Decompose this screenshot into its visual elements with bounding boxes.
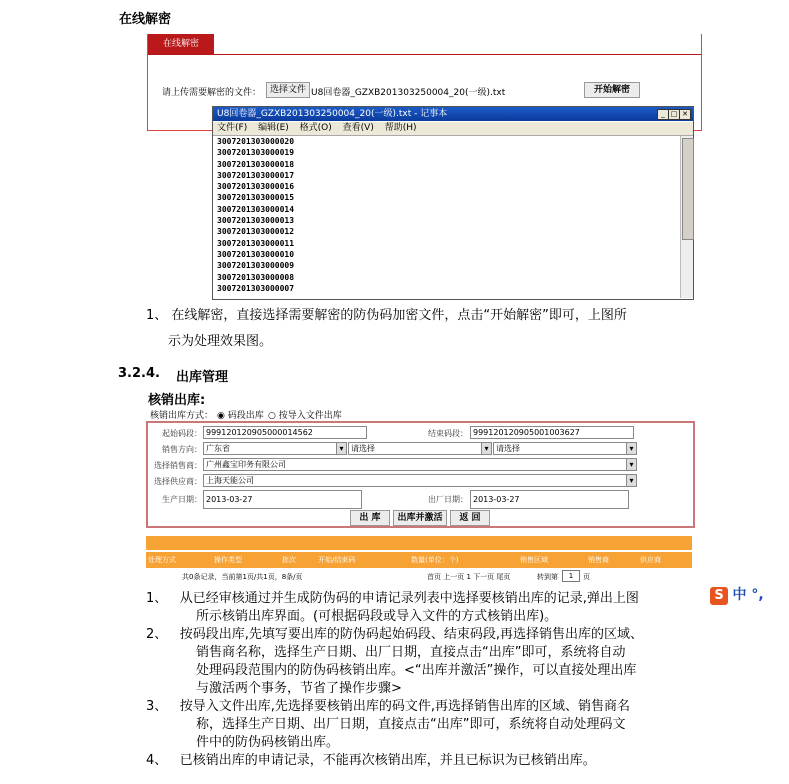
radio-segment-option[interactable]: ◉ 码段出库 bbox=[217, 411, 264, 421]
text-line: 3007201303000017 bbox=[217, 170, 295, 180]
note-item bbox=[146, 698, 691, 716]
note-text-cont: 件中的防伪码核销出库。 bbox=[196, 735, 340, 750]
sales-direction-label: 销售方向： bbox=[162, 445, 202, 454]
scroll-thumb[interactable] bbox=[682, 138, 694, 240]
notepad-window bbox=[212, 106, 694, 300]
outbound-activate-button[interactable]: 出库并激活 bbox=[393, 510, 447, 526]
maximize-icon[interactable]: □ bbox=[668, 109, 680, 120]
note-text-cont: 销售商名称，选择生产日期、出厂日期，直接点击“出库”即可，系统将自动 bbox=[196, 645, 626, 660]
notepad-text-area[interactable] bbox=[214, 136, 682, 297]
pager-summary: 共0条记录，当前第1页/共1页，8条/页 bbox=[182, 573, 303, 581]
vertical-scrollbar[interactable] bbox=[680, 136, 693, 298]
sogou-icon[interactable]: S bbox=[710, 587, 728, 605]
text-line: 3007201303000019 bbox=[217, 148, 295, 158]
factory-date-label: 出厂日期： bbox=[428, 495, 468, 504]
pager-links[interactable]: 首页 上一页 1 下一页 尾页 bbox=[427, 573, 511, 581]
upload-label: 请上传需要解密的文件： bbox=[162, 88, 262, 98]
ime-status[interactable]: 中 °, bbox=[732, 587, 764, 603]
note-text: 从已经审核通过并生成防伪码的申请记录列表中选择要核销出库的记录,弹出上图 bbox=[179, 591, 639, 606]
text-line: 3007201303000009 bbox=[217, 261, 295, 271]
text-line: 3007201303000013 bbox=[217, 216, 295, 226]
text-line: 3007201303000007 bbox=[217, 283, 295, 293]
text-line: 3007201303000008 bbox=[217, 272, 295, 282]
menu-file[interactable]: 文件(F) bbox=[217, 123, 248, 133]
production-date-label: 生产日期： bbox=[162, 495, 202, 504]
section-title-online: 在线解密 bbox=[119, 12, 172, 27]
notepad-titlebar bbox=[213, 107, 693, 121]
supplier-label: 选择供应商： bbox=[154, 477, 202, 486]
close-icon[interactable]: ✕ bbox=[679, 109, 691, 120]
col-process[interactable]: 处理方式 bbox=[148, 556, 176, 564]
grid-header bbox=[146, 552, 692, 568]
text-line: 3007201303000010 bbox=[217, 249, 295, 259]
jump-page-select[interactable]: 1 bbox=[562, 570, 580, 582]
note-text: 按码段出库,先填写要出库的防伪码起始码段、结束码段,再选择销售出库的区域、 bbox=[179, 627, 643, 642]
note-item bbox=[146, 752, 691, 770]
text-line: 3007201303000018 bbox=[217, 159, 295, 169]
tab-underline bbox=[148, 54, 701, 55]
grid-toolbar bbox=[146, 536, 692, 550]
production-date-input[interactable]: 2013-03-27 bbox=[203, 490, 362, 509]
subtitle-writeoff: 核销出库: bbox=[148, 393, 206, 408]
note-text-cont: 与激活两个事务，节省了操作步骤> bbox=[196, 681, 402, 696]
dealer-label: 选择销售商： bbox=[154, 461, 202, 470]
end-code-input[interactable]: 999120120905001003627 bbox=[470, 426, 634, 439]
outbound-button[interactable]: 出 库 bbox=[350, 510, 390, 526]
choose-file-button[interactable]: 选择文件 bbox=[266, 82, 310, 98]
start-code-input[interactable]: 99912012090500001456​2 bbox=[203, 426, 367, 439]
province-select[interactable]: 广东省 ▾ bbox=[203, 442, 347, 455]
note-item bbox=[146, 590, 691, 608]
text-line: 3007201303000016 bbox=[217, 182, 295, 192]
note-text-cont: 所示核销出库界面。(可根据码段或导入文件的方式核销出库)。 bbox=[196, 609, 558, 624]
jump-label: 转到第 bbox=[537, 573, 558, 581]
note-item bbox=[146, 626, 691, 644]
note-online-line1: 1、 在线解密，直接选择需要解密的防伪码加密文件，点击“开始解密”即可，上图所 bbox=[146, 308, 627, 323]
col-dealer[interactable]: 销售商 bbox=[588, 556, 609, 564]
section-number: 3.2.4. bbox=[118, 366, 160, 381]
menu-help[interactable]: 帮助(H) bbox=[384, 123, 417, 133]
text-line: 3007201303000012 bbox=[217, 227, 295, 237]
note-text-cont: 处理码段范围内的防伪码核销出库。<“出库并激活”操作，可以直接处理出库 bbox=[196, 663, 637, 678]
note-text-cont: 称，选择生产日期、出厂日期，直接点击“出库”即可，系统将自动处理码文 bbox=[196, 717, 626, 732]
radio-file-option[interactable]: ○ 按导入文件出库 bbox=[268, 411, 342, 421]
text-line: 3007201303000011 bbox=[217, 238, 295, 248]
city-select[interactable]: 请选择 ▾ bbox=[348, 442, 492, 455]
note-text: 已核销出库的申请记录，不能再次核销出库，并且已标识为已核销出库。 bbox=[179, 753, 596, 768]
radio-file-label: 按导入文件出库 bbox=[278, 411, 342, 421]
col-quantity[interactable]: 数量(单位：个) bbox=[411, 556, 459, 564]
text-line: 3007201303000015 bbox=[217, 193, 295, 203]
text-line: 3007201303000014 bbox=[217, 204, 295, 214]
file-name: U8回卷器_GZXB201303250004_20(一级).txt bbox=[311, 88, 506, 98]
start-decrypt-button[interactable]: 开始解密 bbox=[584, 82, 640, 98]
tab-online-decrypt[interactable]: 在线解密 bbox=[148, 34, 214, 54]
mode-label: 核销出库方式： bbox=[150, 411, 214, 421]
dealer-select[interactable]: 广州鑫宝印务有限公司 ▾ bbox=[203, 458, 637, 471]
note-number: 4、 bbox=[146, 753, 168, 768]
col-supplier[interactable]: 供应商 bbox=[640, 556, 661, 564]
notepad-title: U8回卷器_GZXB201303250004_20(一级).txt - 记事本 bbox=[217, 109, 448, 119]
col-batch[interactable]: 批次 bbox=[282, 556, 296, 564]
menu-format[interactable]: 格式(O) bbox=[299, 123, 332, 133]
section-title-outbound: 出库管理 bbox=[176, 370, 229, 385]
menu-edit[interactable]: 编辑(E) bbox=[258, 123, 289, 133]
factory-date-input[interactable]: 2013-03-27 bbox=[470, 490, 629, 509]
start-code-label: 起始码段： bbox=[162, 429, 202, 438]
note-number: 2、 bbox=[146, 627, 168, 642]
end-code-label: 结束码段： bbox=[428, 429, 468, 438]
col-code-range[interactable]: 开始/结束码 bbox=[318, 556, 356, 564]
outbound-form bbox=[146, 421, 695, 528]
col-operation[interactable]: 操作类型 bbox=[214, 556, 242, 564]
note-number: 3、 bbox=[146, 699, 168, 714]
notepad-menubar bbox=[213, 122, 693, 136]
district-select[interactable]: 请选择 ▾ bbox=[493, 442, 637, 455]
menu-view[interactable]: 查看(V) bbox=[342, 123, 374, 133]
radio-segment-label: 码段出库 bbox=[227, 411, 264, 421]
outbound-notes bbox=[146, 590, 691, 770]
note-text: 按导入文件出库,先选择要核销出库的码文件,再选择销售出库的区域、销售商名 bbox=[179, 699, 630, 714]
text-line: 3007201303000020 bbox=[217, 137, 295, 146]
ime-toolbar[interactable] bbox=[710, 584, 789, 604]
col-region[interactable]: 销售区域 bbox=[520, 556, 548, 564]
jump-suffix: 页 bbox=[583, 573, 590, 581]
back-button[interactable]: 返 回 bbox=[450, 510, 490, 526]
note-online-line2: 示为处理效果图。 bbox=[168, 334, 273, 349]
minimize-icon[interactable]: _ bbox=[657, 109, 669, 120]
supplier-select[interactable]: 上海天能公司 ▾ bbox=[203, 474, 637, 487]
note-number: 1、 bbox=[146, 591, 168, 606]
